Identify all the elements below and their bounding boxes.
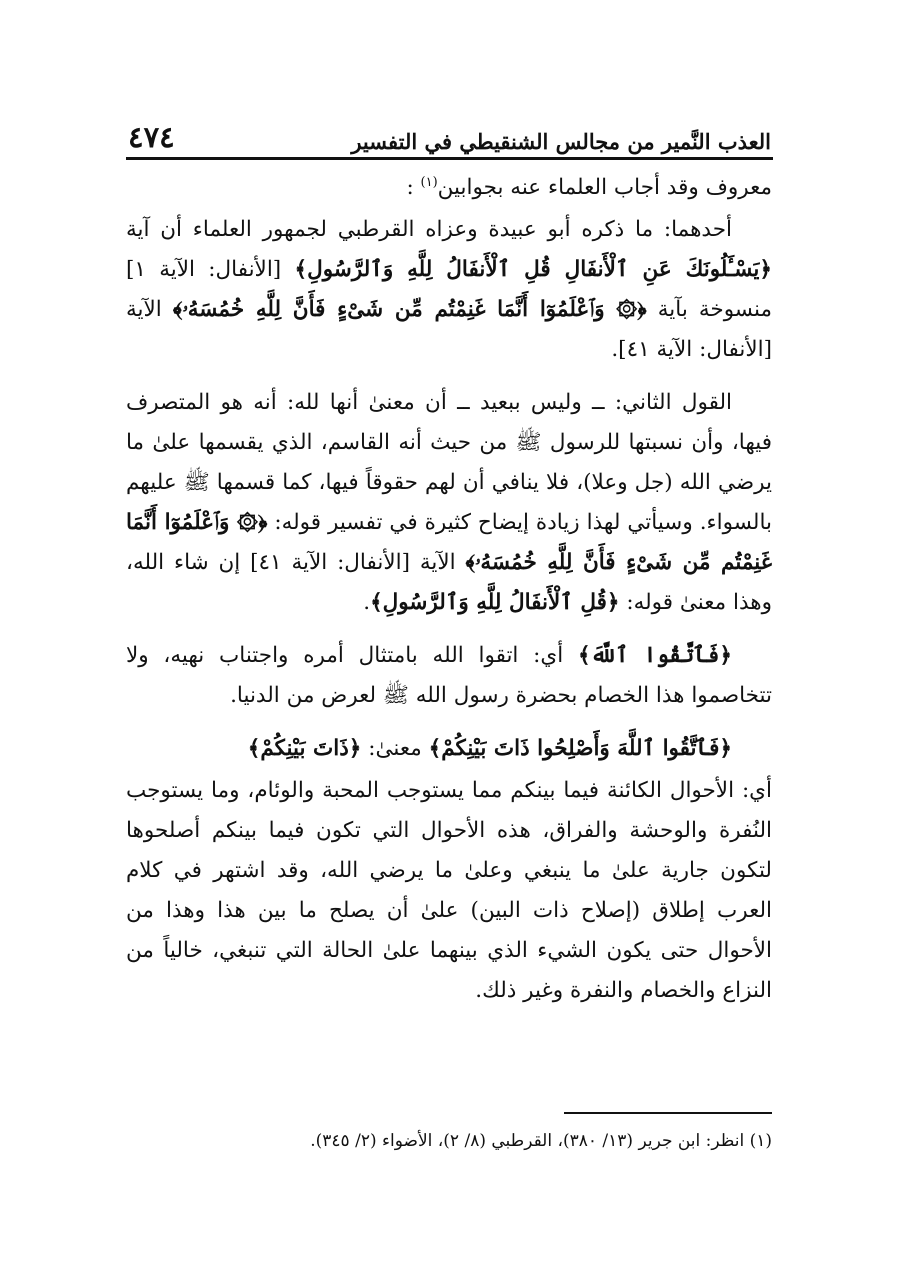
running-title: العذب النَّمير من مجالس الشنقيطي في التفسير — [351, 129, 771, 154]
paragraph-text: الآية [الأنفال: الآية ٤١] إن شاء الله، وهذا معنىٰ قوله: — [126, 550, 772, 615]
header-rule — [126, 157, 773, 160]
footnote-marker: (١) — [749, 1131, 772, 1151]
paragraph-6 — [126, 771, 772, 1011]
paragraph-text: . — [363, 590, 371, 615]
paragraph-text: الآية [الأنفال: الآية ٤١]. — [126, 297, 772, 362]
footnote — [126, 1126, 772, 1156]
page-number: ٤٧٤ — [128, 120, 175, 154]
paragraph-text: أحدهما: ما ذكره أبو عبيدة وعزاه القرطبي لجمهور العلماء أن آية — [126, 217, 732, 242]
footnote-text: انظر: ابن جرير (١٣/ ٣٨٠)، القرطبي (٨/ ٢)، الأضواء (٢/ ٣٤٥). — [310, 1131, 745, 1151]
paragraph-1 — [126, 168, 772, 208]
paragraph-3 — [126, 383, 772, 623]
footnote-separator — [564, 1112, 772, 1114]
quran-verse: ﴿فَٱتَّقُوا ٱللَّهَ﴾ — [578, 643, 732, 668]
paragraph-text: أي: الأحوال الكائنة فيما بينكم مما يستوجب المحبة والوئام، وما يستوجب النُفرة والوحشة والفراق، هذه الأحوال التي تكون فيما بينكم أصلحوها لتكون جارية علىٰ ما ينبغي وعلىٰ ما يرضي الله، وقد اشتهر في كلام العرب إطلاق (إصلاح ذات البين) علىٰ أن يصلح ما بين هذا وهذا من الأحوال حتى يكون الشيء الذي بينهما علىٰ الحالة التي تنبغي، خالياً من النزاع والخصام والنفرة وغير ذلك. — [126, 778, 772, 1003]
quran-verse: ﴿قُلِ ٱلْأَنفَالُ لِلَّهِ وَٱلرَّسُولِ﴾ — [370, 590, 620, 615]
quran-verse: ﴿فَٱتَّقُوا ٱللَّهَ وَأَصْلِحُوا ذَاتَ بَيْنِكُمْ﴾ — [428, 736, 732, 761]
quran-verse: ﴿۞ وَٱعْلَمُوٓا أَنَّمَا غَنِمْتُم مِّن شَىْءٍ فَأَنَّ لِلَّهِ خُمُسَهُۥ﴾ — [172, 297, 647, 322]
paragraph-text: : — [406, 175, 414, 200]
paragraph-text: [الأنفال: الآية ١] منسوخة بآية — [126, 257, 772, 322]
paragraph-4 — [126, 636, 772, 716]
footnote-reference: (١) — [420, 174, 438, 190]
paragraph-text: معروف وقد أجاب العلماء عنه بجوابين — [437, 175, 772, 200]
quran-verse: ﴿۞ وَٱعْلَمُوٓا أَنَّمَا غَنِمْتُم مِّن شَىْءٍ فَأَنَّ لِلَّهِ خُمُسَهُۥ﴾ — [126, 510, 772, 575]
paragraph-text: معنىٰ: — [368, 736, 422, 761]
paragraph-text: أي: اتقوا الله بامتثال أمره واجتناب نهيه، ولا تتخاصموا هذا الخصام بحضرة رسول الله ﷺ لعرض من الدنيا. — [126, 643, 772, 708]
page-header — [128, 112, 771, 152]
quran-verse: ﴿يَسْـَٔلُونَكَ عَنِ ٱلْأَنفَالِ قُلِ ٱلْأَنفَالُ لِلَّهِ وَٱلرَّسُولِ﴾ — [294, 257, 772, 282]
paragraph-5 — [126, 729, 772, 769]
quran-verse: ﴿ذَاتَ بَيْنِكُمْ﴾ — [247, 736, 362, 761]
paragraph-2 — [126, 210, 772, 370]
paragraph-text: القول الثاني: ــ وليس ببعيد ــ أن معنىٰ أنها لله: أنه هو المتصرف فيها، وأن نسبتها للرسول ﷺ من حيث أنه القاسم، الذي يقسمها علىٰ ما يرضي الله (جل وعلا)، فلا ينافي أن لهم حقوقاً فيها، كما قسمها ﷺ عليهم بالسواء. وسيأتي لهذا زيادة إيضاح كثيرة في تفسير قوله: — [126, 390, 772, 535]
main-text — [126, 168, 772, 1024]
